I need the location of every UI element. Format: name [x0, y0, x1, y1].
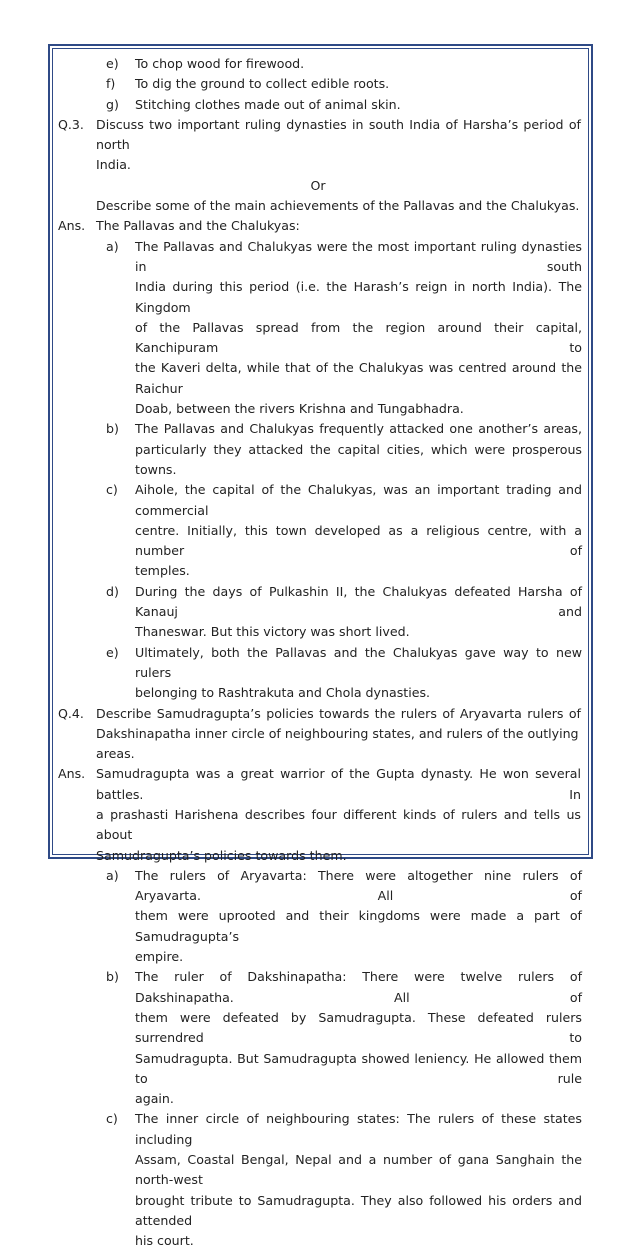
line: Ultimately, both the Pallavas and the Chalukyas gave way to new rulers — [135, 644, 582, 680]
answer-q4 — [0, 764, 640, 865]
answer-label: Ans. — [58, 218, 86, 234]
list-item-text: Stitching clothes made out of animal skin. — [135, 96, 401, 112]
list-item-text: To chop wood for firewood. — [135, 56, 305, 71]
answer-label: Ans. — [58, 766, 86, 782]
answer-heading: The Pallavas and the Chalukyas: — [96, 218, 300, 234]
list-marker: c) — [106, 482, 118, 498]
answer-q4-items — [0, 866, 640, 1252]
list-item — [0, 74, 640, 94]
list-marker: e) — [106, 56, 119, 71]
alt-question-text: Describe some of the main achievements of the Pallavas and the Chalukyas. — [96, 198, 580, 214]
line: his court. — [135, 1233, 194, 1249]
question-label: Q.4. — [58, 705, 84, 721]
question-text: Describe Samudragupta’s policies towards the rulers of Aryavarta rulers of — [96, 705, 581, 721]
or-separator: Or — [310, 177, 326, 193]
line: The Pallavas and Chalukyas frequently attacked one another’s areas, — [135, 421, 582, 437]
list-marker: c) — [106, 1111, 118, 1127]
line: temples. — [135, 563, 190, 579]
question-text: Dakshinapatha inner circle of neighbouring states, and rulers of the outlying areas. — [96, 725, 579, 762]
line: Assam, Coastal Bengal, Nepal and a number of gana Sanghain the north-west — [135, 1152, 582, 1188]
question-text: Discuss two important ruling dynasties in south India of Harsha’s period of north — [96, 116, 581, 153]
line: the Kaveri delta, while that of the Chalukyas was centred around the Raichur — [135, 360, 582, 396]
list-item-text: To dig the ground to collect edible roots. — [135, 76, 390, 92]
list-item — [0, 866, 640, 967]
list-item — [0, 237, 640, 420]
answer-q3-items — [0, 237, 640, 704]
line: The Pallavas and Chalukyas were the most important ruling dynasties in south — [135, 238, 582, 274]
line: particularly they attacked the capital cities, which were prosperous towns. — [135, 441, 582, 477]
line: centre. Initially, this town developed as a religious centre, with a number of — [135, 522, 582, 559]
line: Samudragupta’s policies towards them. — [96, 847, 347, 863]
list-item — [0, 967, 640, 1109]
line: a prashasti Harishena describes four different kinds of rulers and tells us about — [96, 806, 581, 843]
alt-question — [0, 196, 640, 216]
line: Aihole, the capital of the Chalukyas, was an important trading and commercial — [135, 482, 582, 518]
question-q3 — [0, 115, 640, 156]
line: again. — [135, 1091, 174, 1107]
line: Doab, between the rivers Krishna and Tungabhadra. — [135, 401, 464, 417]
line: brought tribute to Samudragupta. They also followed his orders and attended — [135, 1192, 582, 1228]
list-item — [0, 1109, 640, 1251]
list-marker: d) — [106, 583, 119, 599]
line: During the days of Pulkashin II, the Chalukyas defeated Harsha of Kanauj and — [135, 583, 582, 620]
list-marker: a) — [106, 238, 119, 254]
list-marker: e) — [106, 644, 119, 660]
list-item — [0, 95, 640, 115]
line: them were uprooted and their kingdoms were made a part of Samudragupta’s — [135, 908, 582, 944]
line: Samudragupta. But Samudragupta showed leniency. He allowed them to rule — [135, 1050, 582, 1086]
list-marker: g) — [106, 96, 119, 112]
line: The rulers of Aryavarta: There were altogether nine rulers of Aryavarta. All of — [135, 867, 582, 904]
question-continuation — [0, 724, 640, 765]
line: The ruler of Dakshinapatha: There were twelve rulers of Dakshinapatha. All of — [135, 969, 582, 1005]
list-marker: b) — [106, 969, 119, 985]
list-item — [0, 54, 640, 74]
list-item — [0, 643, 640, 704]
question-continuation — [0, 155, 640, 175]
list-marker: a) — [106, 867, 119, 883]
question-q4 — [0, 704, 640, 724]
line: belonging to Rashtrakuta and Chola dynasties. — [135, 685, 431, 701]
line: India during this period (i.e. the Harash’s reign in north India). The Kingdom — [135, 279, 582, 315]
line: of the Pallavas spread from the region around their capital, Kanchipuram to — [135, 319, 582, 356]
line: The inner circle of neighbouring states: The rulers of these states including — [135, 1111, 582, 1147]
list-item — [0, 480, 640, 581]
document-body — [0, 54, 640, 1252]
answer-q3 — [0, 216, 640, 236]
list-item — [0, 419, 640, 480]
line: empire. — [135, 949, 184, 965]
question-label: Q.3. — [58, 116, 84, 132]
question-text: India. — [96, 157, 131, 173]
list-item — [0, 582, 640, 643]
list-marker: b) — [106, 421, 119, 437]
line: Samudragupta was a great warrior of the Gupta dynasty. He won several battles. In — [96, 766, 581, 802]
line: Thaneswar. But this victory was short lived. — [135, 624, 410, 640]
list-marker: f) — [106, 76, 116, 92]
line: them were defeated by Samudragupta. These defeated rulers surrendred to — [135, 1009, 582, 1046]
